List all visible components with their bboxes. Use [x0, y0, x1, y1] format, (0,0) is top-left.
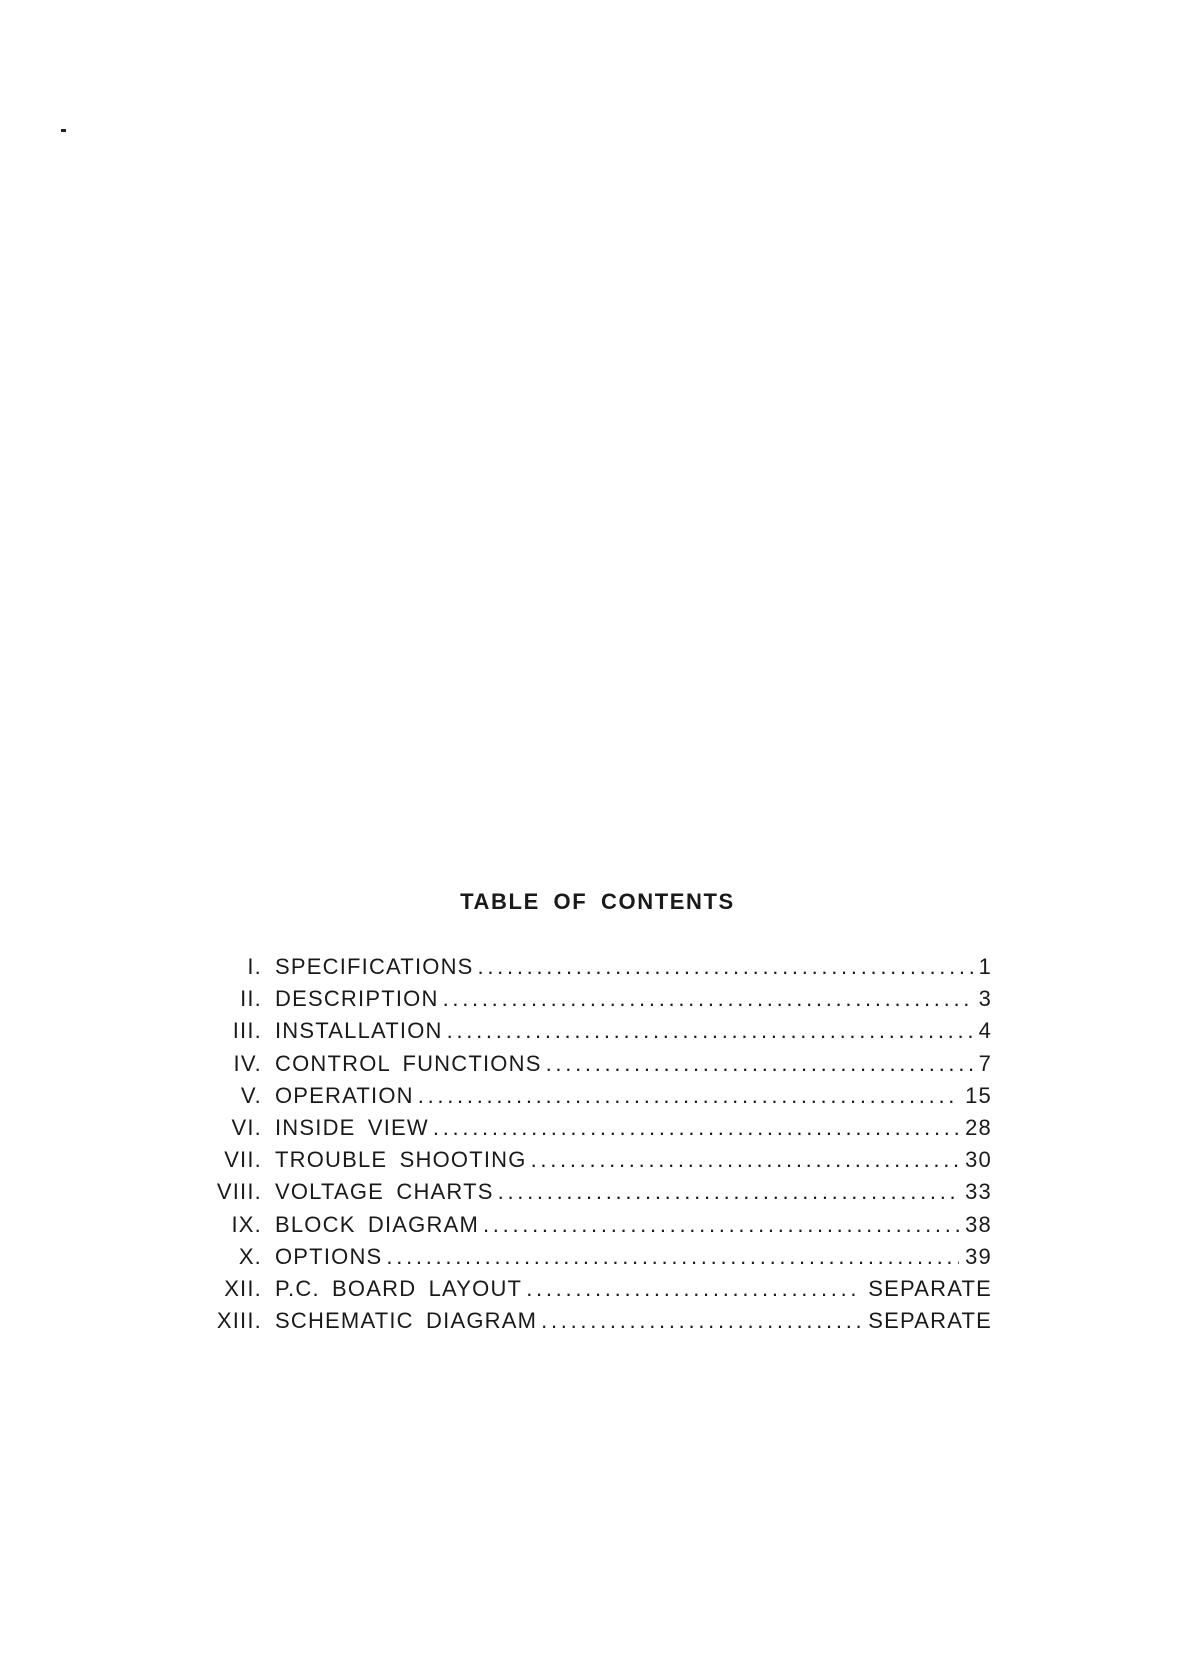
toc-entry-page: 28	[965, 1114, 992, 1140]
dot-leader	[498, 1179, 960, 1205]
dot-leader	[433, 1115, 959, 1141]
dot-leader	[531, 1147, 960, 1173]
dot-leader	[541, 1308, 862, 1334]
toc-entry-number: V.	[240, 1082, 262, 1108]
toc-entry-label: INSIDE VIEW	[275, 1114, 429, 1140]
toc-entry-number: VIII.	[216, 1179, 262, 1205]
page-title: TABLE OF CONTENTS	[460, 889, 735, 914]
toc-entry-number: VII.	[224, 1147, 262, 1173]
toc-entry-label: SPECIFICATIONS	[275, 954, 474, 979]
toc-entry-label: CONTROL FUNCTIONS	[275, 1050, 542, 1076]
dot-leader	[418, 1083, 959, 1109]
toc-entry-page: 1	[978, 954, 992, 979]
toc-entry-label: OPERATION	[275, 1082, 414, 1108]
toc-entry-page: 39	[965, 1243, 992, 1269]
toc-entry-label: VOLTAGE CHARTS	[275, 1179, 494, 1205]
toc-entry	[200, 1308, 992, 1340]
toc-entry	[200, 954, 992, 986]
toc-entry-label: BLOCK DIAGRAM	[275, 1211, 479, 1237]
toc-entry-label: INSTALLATION	[275, 1018, 443, 1044]
toc-entry-number: X.	[238, 1243, 262, 1269]
dot-leader	[483, 1212, 959, 1238]
toc-entry-label: TROUBLE SHOOTING	[275, 1147, 527, 1173]
toc-entry	[200, 1051, 992, 1083]
toc-entry-page: 3	[978, 986, 992, 1012]
toc-entry-number: XII.	[224, 1275, 262, 1301]
dot-leader	[386, 1244, 959, 1270]
toc-entry	[200, 1083, 992, 1115]
toc-entry-number: I.	[247, 954, 262, 979]
toc-entry	[200, 1212, 992, 1244]
toc-entry-label: SCHEMATIC DIAGRAM	[275, 1308, 538, 1334]
toc-list	[200, 954, 992, 1340]
toc-entry-number: VI.	[231, 1114, 262, 1140]
toc-entry-number: II.	[240, 986, 262, 1012]
scan-speck	[61, 129, 66, 132]
toc-entry	[200, 1244, 992, 1276]
toc-entry-page: 7	[978, 1050, 992, 1076]
toc-entry-page: 38	[965, 1211, 992, 1237]
toc-entry-page: SEPARATE	[868, 1308, 992, 1334]
toc-entry-label: P.C. BOARD LAYOUT	[275, 1275, 523, 1301]
toc-entry-number: IX.	[231, 1211, 262, 1237]
dot-leader	[478, 954, 973, 980]
dot-leader	[443, 986, 973, 1012]
dot-leader	[546, 1051, 973, 1077]
toc-entry	[200, 1179, 992, 1211]
toc-entry-page: 15	[965, 1082, 992, 1108]
toc-entry-label: DESCRIPTION	[275, 986, 439, 1012]
dot-leader	[447, 1018, 973, 1044]
dot-leader	[526, 1276, 862, 1302]
toc-entry	[200, 986, 992, 1018]
toc-entry	[200, 1147, 992, 1179]
toc-entry-number: IV.	[233, 1050, 262, 1076]
toc-entry	[200, 1018, 992, 1050]
toc-entry	[200, 1115, 992, 1147]
toc-entry-page: 4	[978, 1018, 992, 1044]
toc-entry-number: XIII.	[216, 1308, 262, 1334]
toc-entry-label: OPTIONS	[275, 1243, 383, 1269]
toc-entry	[200, 1276, 992, 1308]
toc-entry-number: III.	[232, 1018, 262, 1044]
toc-entry-page: 30	[965, 1147, 992, 1173]
toc-entry-page: 33	[965, 1179, 992, 1205]
toc-entry-page: SEPARATE	[868, 1275, 992, 1301]
